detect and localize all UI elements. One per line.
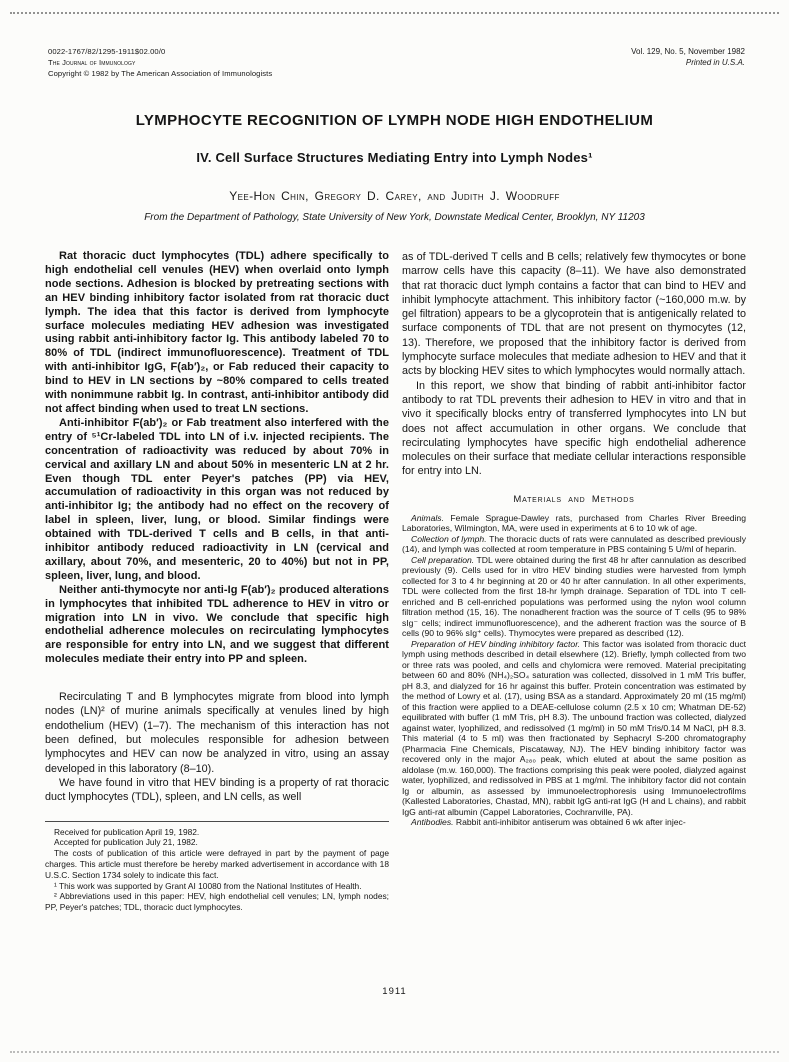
footnote: ¹ This work was supported by Grant AI 10080 from the National Institutes of Health. xyxy=(54,880,362,891)
header-left xyxy=(48,46,272,79)
methods-section xyxy=(402,513,746,828)
journal-name: The Journal of Immunology xyxy=(48,58,136,67)
methods-paragraph-lead: Antibodies. xyxy=(411,817,454,828)
article-title: LYMPHOCYTE RECOGNITION OF LYMPH NODE HIGH ENDOTHELIUM xyxy=(135,112,654,129)
methods-heading: Materials and Methods xyxy=(513,493,635,505)
authors-line: Yee-Hon Chin, Gregory D. Carey, and Judith J. Woodruff xyxy=(229,189,560,203)
volume-line: Vol. 129, No. 5, November 1982 xyxy=(631,47,745,56)
scan-artifact-bottom-line xyxy=(10,1051,779,1053)
methods-paragraph xyxy=(402,639,746,818)
methods-paragraph-text: The thoracic ducts of rats were cannulated as described previously (14), and lymph was collected at room temperature in PBS containing 5 U/ml of heparin. xyxy=(402,533,746,555)
abstract-section xyxy=(45,250,389,667)
issn-code: 0022-1767/82/1295-1911$02.00/0 xyxy=(48,47,166,56)
methods-paragraph-text: Rabbit anti-inhibitor antiserum was obtained 6 wk after injec- xyxy=(453,817,686,828)
body-paragraph: as of TDL-derived T cells and B cells; relatively few thymocytes or bone marrow cells have this capacity (8–11). We have also demonstrated that rat thoracic duct lymph contains a factor that can bind to HEV and inhibit lymphocyte attachment. This inhibitory factor (~160,000 m.w. by gel filtration) appears to be a glycoprotein that is antigenically related to surface components of TDL that are not present on thymocytes (12, 13). Therefore, we proposed that the inhibitory factor is derived from lymphocyte surface molecules that mediate adhesion to HEV and that it acts by blocking HEV sites to which lymphocytes would normally attach. xyxy=(402,251,746,378)
two-column-body xyxy=(45,250,746,913)
footnote: ² Abbreviations used in this paper: HEV, high endothelial cell venules; LN, lymph nodes; PP, Peyer's patches; TDL, thoracic duct lymphocytes. xyxy=(45,891,389,913)
header-right xyxy=(631,46,745,68)
abstract-paragraph: Anti-inhibitor F(ab′)₂ or Fab treatment also interfered with the entry of ⁵¹Cr-labeled TDL into LN of i.v. injected recipients. The concentration of radioactivity was reduced by about 70% in cervical and axillary LN and about 50% in mesenteric LN at 2 hr. Even though TDL enter Peyer's patches (PP) via HEV, accumulation of radioactivity in this organ was not reduced by anti-inhibitor Ig; the antibody had no effect on the recovery of label in spleen, liver, lung, or blood. Similar findings were obtained with TDL-derived T cells and B cells, in that anti-inhibitor antibody reduced radioactivity in LN (cervical and axillary, about 70%, and mesenteric, 20 to 40%) but not in PP, spleen, liver, lung, and blood. xyxy=(45,416,389,582)
intro-paragraph: Recirculating T and B lymphocytes migrate from blood into lymph nodes (LN)² of murine animals specifically at venules lined by high endothelium (HEV) (1–7). The mechanism of this interaction has not been defined, but molecules responsible for adhesion between lymphocytes and HEV can now be analyzed in vitro, using an assay developed in this laboratory (8–10). xyxy=(45,691,389,775)
methods-paragraph xyxy=(402,513,746,534)
intro-paragraph: We have found in vitro that HEV binding is a property of rat thoracic duct lymphocytes (TDL), spleen, and LN cells, as well xyxy=(45,776,389,804)
right-column xyxy=(402,250,746,913)
introduction-section xyxy=(45,690,389,804)
methods-paragraph-lead: Collection of lymph. xyxy=(411,533,487,544)
article-subtitle: IV. Cell Surface Structures Mediating Entry into Lymph Nodes¹ xyxy=(196,150,593,165)
methods-paragraph xyxy=(402,817,746,828)
footnote: Received for publication April 19, 1982. xyxy=(54,826,200,837)
abstract-paragraph: Neither anti-thymocyte nor anti-Ig F(ab′)₂ produced alterations in lymphocytes that inhibited TDL adherence to HEV in vitro or migration into LN in vivo. We conclude that specific high endothelial adherence molecules on recirculating lymphocytes are responsible for entry into LN, and we suggest that different molecules mediate their entry into PP and spleen. xyxy=(45,583,389,666)
scan-artifact-top-line xyxy=(10,12,779,14)
footnote-divider xyxy=(45,821,389,822)
journal-header xyxy=(48,46,745,79)
footnote: Accepted for publication July 21, 1982. xyxy=(54,837,198,848)
methods-paragraph-lead: Preparation of HEV binding inhibitory factor. xyxy=(411,638,581,649)
copyright-line: Copyright © 1982 by The American Association of Immunologists xyxy=(48,69,273,78)
methods-paragraph-text: TDL were obtained during the first 48 hr after cannulation as described previously (9). Cells used for in vitro HEV binding studies were harvested from lymph collected for 3 to 4 hr beginning at 20 or 40 hr after cannulation. In all other experiments, TDL were collected from the first 18-hr lymph drainage. Separation of TDL into T cell-enriched and B cell-enriched populations was performed using the nylon wool column filtration method (15, 16). The nonadherent fraction was the source of T cells (95 to 98% sIg⁻ cells; indirect immunofluorescence), and the adherent fraction was the source of B cells (90 to 96% sIg⁺ cells). Thymocytes were prepared as described (12). xyxy=(402,554,746,639)
methods-paragraph xyxy=(402,534,746,555)
printed-in-line: Printed in U.S.A. xyxy=(685,58,745,67)
methods-paragraph-lead: Animals. xyxy=(411,512,444,523)
left-column xyxy=(45,250,389,913)
page-number: 1911 xyxy=(382,986,407,997)
affiliation-line: From the Department of Pathology, State University of New York, Downstate Medical Center, Brooklyn, NY 11203 xyxy=(144,212,645,223)
abstract-paragraph: Rat thoracic duct lymphocytes (TDL) adhere specifically to high endothelial cell venules (HEV) when overlaid onto lymph node sections. Adhesion is blocked by pretreating sections with an HEV binding inhibitory factor isolated from rat thoracic duct lymph. The idea that this factor is derived from lymphocyte surface molecules mediating HEV adhesion was investigated using rabbit anti-inhibitory factor Ig. This antibody labeled 70 to 80% of TDL (indirect immunofluorescence). Treatment of TDL with anti-inhibitor IgG, F(ab′)₂, or Fab reduced their capacity to bind to HEV in LN sections by ~80% compared to cells treated with nonimmune rabbit Ig. In contrast, anti-inhibitor antibody did not affect binding when used to treat LN sections. xyxy=(45,250,389,415)
footnote: The costs of publication of this article were defrayed in part by the payment of page charges. This article must therefore be hereby marked advertisement in accordance with 18 U.S.C. Section 1734 solely to indicate this fact. xyxy=(45,848,389,880)
footnotes-section xyxy=(45,821,389,913)
methods-paragraph-text: This factor was isolated from thoracic duct lymph using methods described in detail elsewhere (12). Briefly, lymph collected from two or three rats was pooled, and cells and chylomicra were removed. Material precipitating between 60 and 80% (NH₄)₂SO₄ saturation was collected, dissolved in 1 mM Tris buffer, pH 8.3, and dialyzed for 16 hr against this buffer. Protein concentration was estimated by the method of Lowry et al. (17), using BSA as a standard. Approximately 20 ml (15 mg/ml) of this fraction were applied to a DEAE-cellulose column (2.5 x 10 cm; Whatman DE-52) equilibrated with buffer (1 mM Tris, pH 8.3). The unbound fraction was collected, dialyzed against water, lyophilized, and redissolved (1 mg/ml) in 50 mM Tris/0.14 M NaCl, pH 8.3. This material (4 to 5 ml) was then fractionated by Sephacryl S-200 chromatography (Pharmacia Fine Chemicals, Piscataway, NJ). The HEV binding inhibitory factor was recovered only in the major A₂₈₀ peak, which eluted at about the same position as aldolase (m.w. 160,000). The fractions comprising this peak were pooled, dialyzed against water, lyophilized, and redissolved in PBS at 1 mg/ml. The inhibitory factor did not contain Ig or albumin, as assessed by immunoelectrophoresis using Immunoelectrofilms (Kallested Laboratories, Chastad, MN), rabbit IgG anti-rat IgG (H and L chains), and rabbit IgG anti-rat albumin (Cappel Laboratories, Cochranville, PA). xyxy=(402,638,747,817)
methods-paragraph-text: Female Sprague-Dawley rats, purchased from Charles River Breeding Laboratories, Wilmington, MA, were used in experiments at 6 to 10 wk of age. xyxy=(402,512,746,534)
methods-paragraph-lead: Cell preparation. xyxy=(411,554,475,565)
body-paragraph: In this report, we show that binding of rabbit anti-inhibitor factor antibody to rat TDL prevents their adhesion to HEV in vitro and that in vivo it specifically blocks entry of transferred lymphocytes into LN but does not affect accumulation in other organs. We conclude that recirculating lymphocytes have specific high endothelial adherence molecules on their surface that mediate cellular interactions responsible for entry into LN. xyxy=(402,379,746,478)
methods-paragraph xyxy=(402,555,746,639)
